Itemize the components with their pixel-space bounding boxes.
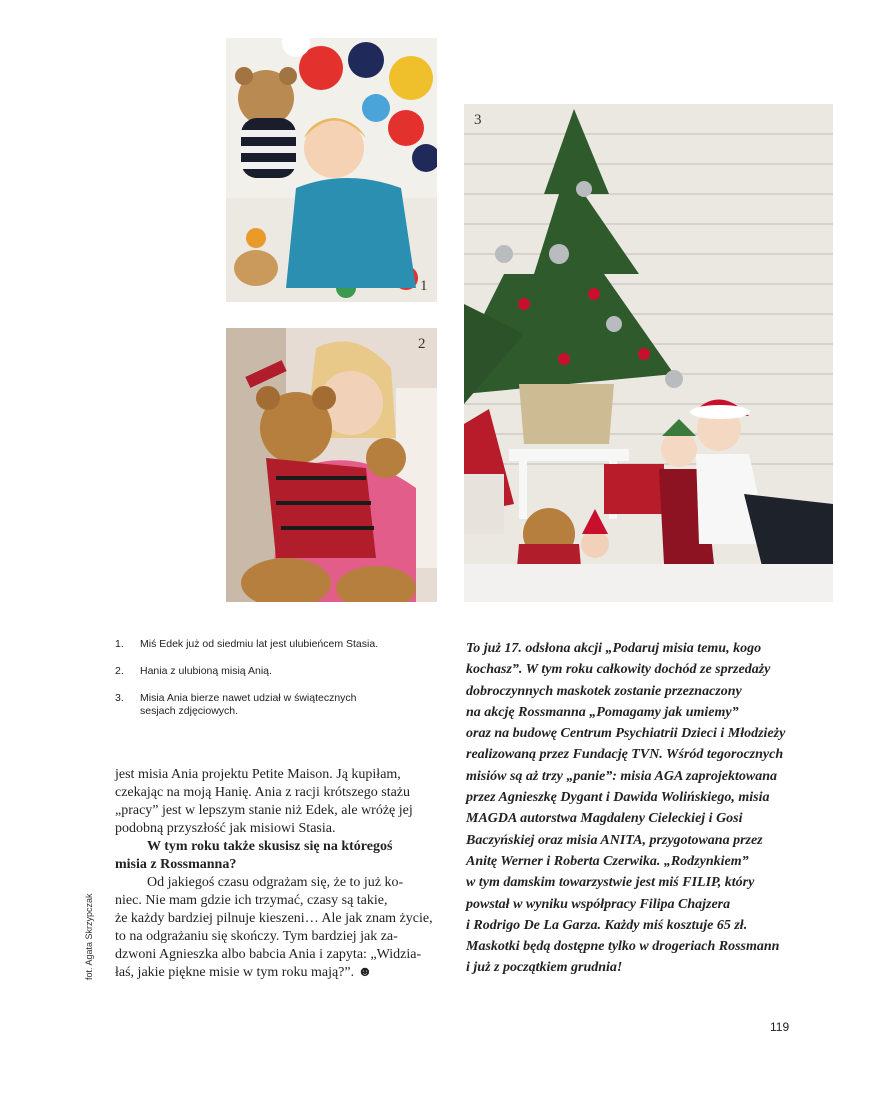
body-line: że każdy bardziej pilnuje kieszeni… Ale jak znam życie, <box>115 911 433 926</box>
interview-question <box>115 838 435 874</box>
caption-number: 3. <box>115 692 124 704</box>
question-line: misia z Rossmanna? <box>115 857 237 872</box>
caption-text: Miś Edek już od siedmiu lat jest ulubieńcem Stasia. <box>140 638 379 650</box>
photo-girl-with-bears <box>226 328 437 602</box>
caption-line: Misia Ania bierze nawet udział w świątecznych <box>140 692 357 704</box>
sidebar-line: na akcję Rossmanna „Pomagamy jak umiemy” <box>466 704 739 720</box>
body-line: czekając na moją Hanię. Ania z racji krótszego stażu <box>115 785 411 800</box>
sidebar-line: Baczyńskiej oraz misia ANITA, przygotowana przez <box>466 832 763 848</box>
body-line: „pracy” jest w lepszym stanie niż Edek, ale wróżę jej <box>115 803 413 818</box>
sidebar-line: i Rodrigo De La Garza. Każdy miś kosztuje 65 zł. <box>466 917 748 933</box>
photo-credit: fot. Agata Skrzypczak <box>84 893 94 980</box>
caption-item <box>115 692 415 718</box>
page-number: 119 <box>770 1020 790 1034</box>
sidebar-line: realizowaną przez Fundację TVN. Wśród tegorocznych <box>466 747 784 763</box>
question-line: W tym roku także skusisz się na któregoś <box>147 839 393 854</box>
sidebar-line: powstał w wyniku współpracy Filipa Chajzera <box>466 896 731 912</box>
photo-sleeping-boy <box>226 38 437 302</box>
body-line: niec. Nie mam gdzie ich trzymać, czasy są takie, <box>115 893 388 908</box>
sidebar-line: w tym damskim towarzystwie jest miś FILIP, który <box>466 875 755 891</box>
photo-captions <box>115 638 415 732</box>
body-line: jest misia Ania projektu Petite Maison. Ją kupiłam, <box>115 767 401 782</box>
caption-line: sesjach zdjęciowych. <box>140 705 239 717</box>
caption-item <box>115 638 415 651</box>
caption-number: 2. <box>115 665 124 677</box>
caption-text <box>140 692 415 718</box>
photo-christmas-tree <box>464 104 833 602</box>
sidebar-text <box>466 638 826 979</box>
photo-number: 2 <box>418 336 426 352</box>
sidebar-line: Anitę Werner i Roberta Czerwika. „Rodzynkiem” <box>466 853 749 869</box>
sidebar-line: oraz na budowę Centrum Psychiatrii Dzieci i Młodzieży <box>466 726 786 742</box>
sidebar-line: i już z początkiem grudnia! <box>466 960 623 976</box>
sidebar-line: To już 17. odsłona akcji „Podaruj misia temu, kogo <box>466 641 762 656</box>
sidebar-line: misiów są aż trzy „panie”: misia AGA zaprojektowana <box>466 768 778 784</box>
photo-number: 3 <box>474 112 482 128</box>
body-paragraph <box>115 874 435 982</box>
article-body <box>115 766 435 982</box>
sidebar-line: Maskotki będą dostępne tylko w drogeriach Rossmann <box>466 939 780 955</box>
body-line: dzwoni Agnieszka albo babcia Ania i zapyta: „Widzia- <box>115 947 422 962</box>
sidebar-line: dobroczynnych maskotek zostanie przeznaczony <box>466 683 742 699</box>
photo-number: 1 <box>420 278 428 294</box>
body-line: łaś, jakie piękne misie w tym roku mają?”. ☻ <box>115 965 373 980</box>
body-paragraph <box>115 766 435 838</box>
caption-text: Hania z ulubioną misią Anią. <box>140 665 272 677</box>
caption-item <box>115 665 415 678</box>
sidebar-line: MAGDA autorstwa Magdaleny Cieleckiej i Gosi <box>466 811 743 827</box>
sidebar-line: kochasz”. W tym roku całkowity dochód ze sprzedaży <box>466 662 771 678</box>
body-line: to na odgrażaniu się skończy. Tym bardziej jak za- <box>115 929 398 944</box>
sidebar-line: przez Agnieszkę Dygant i Dawida Wolińskiego, misia <box>466 790 770 806</box>
body-line: Od jakiegoś czasu odgrażam się, że to już ko- <box>147 875 404 890</box>
caption-number: 1. <box>115 638 124 650</box>
body-line: podobną przyszłość jak misiowi Stasia. <box>115 821 336 836</box>
